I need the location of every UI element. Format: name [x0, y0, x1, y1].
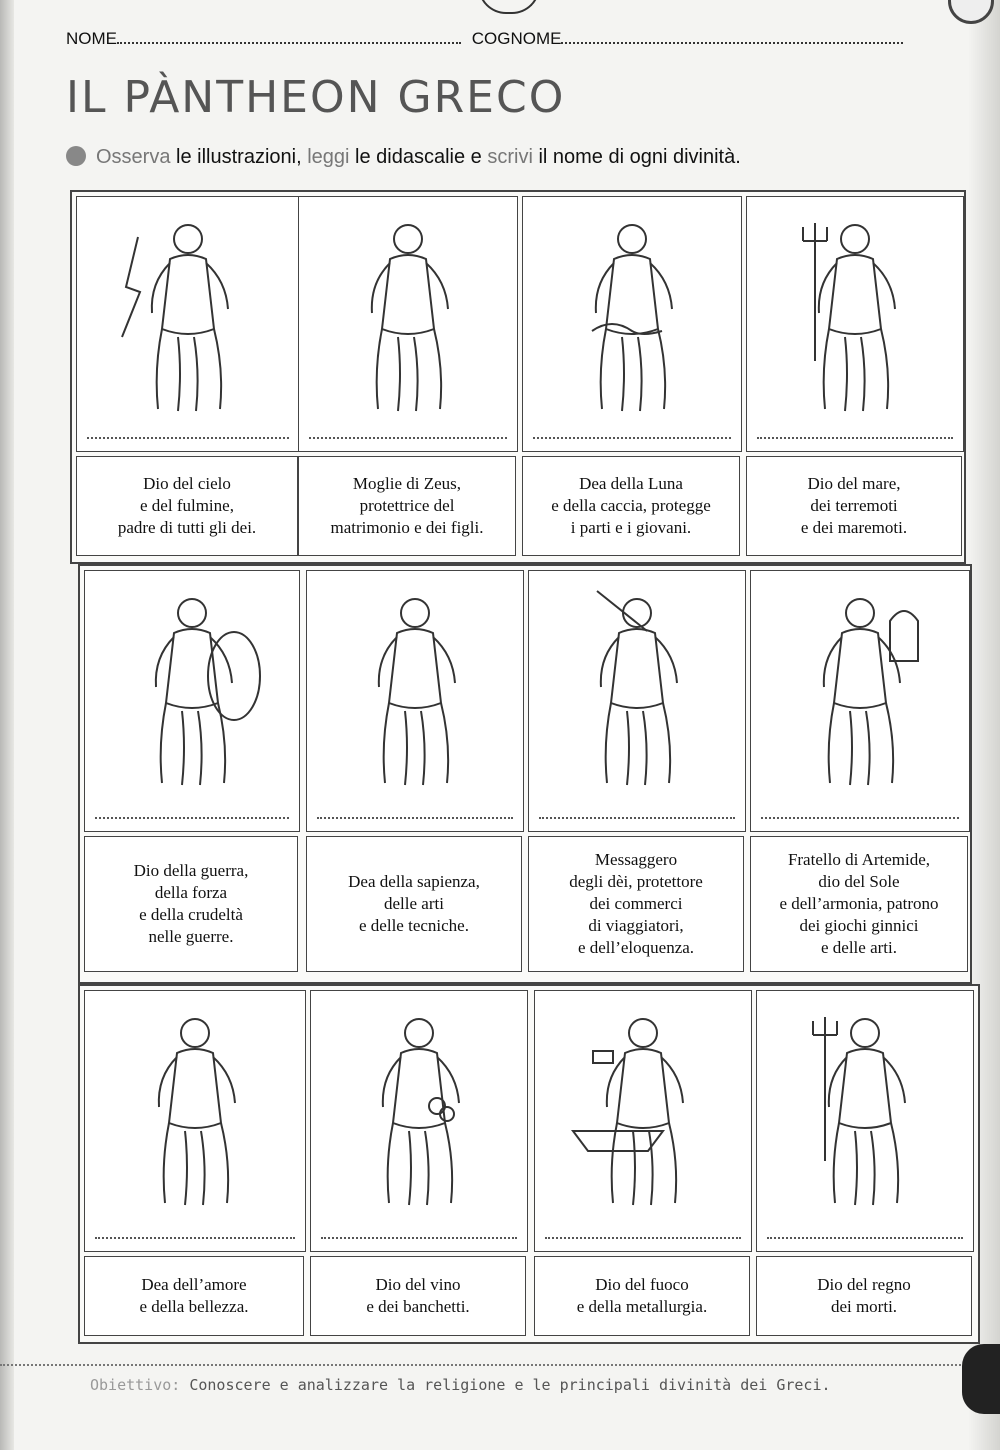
deity-illustration-card: [750, 570, 970, 832]
page-binding-shadow: [0, 0, 14, 1450]
deity-caption: Fratello di Artemide, dio del Sole e dell’armonia, patrono dei giochi ginnici e delle arti.: [750, 836, 968, 972]
nome-field[interactable]: [117, 28, 461, 44]
instruction: Osserva le illustrazioni, leggi le didascalie e scrivi il nome di ogni divinità.: [66, 146, 741, 169]
deity-caption: Messaggero degli dèi, protettore dei commerci di viaggiatori, e dell’eloquenza.: [528, 836, 744, 972]
deity-caption: Dea della Luna e della caccia, protegge i parti e i giovani.: [522, 456, 740, 556]
deity-name-answer-line[interactable]: [761, 817, 959, 819]
deity-name-answer-line[interactable]: [321, 1237, 517, 1239]
publisher-logo-icon: [478, 0, 540, 14]
deity-caption: Dio del regno dei morti.: [756, 1256, 972, 1336]
deity-name-answer-line[interactable]: [95, 1237, 295, 1239]
footer-divider: [0, 1364, 985, 1366]
deity-caption: Dio del cielo e del fulmine, padre di tutti gli dei.: [76, 456, 298, 556]
footer-objective: Obiettivo: Conoscere e analizzare la religione e le principali divinità dei Greci.: [90, 1376, 831, 1394]
deity-caption: Dio della guerra, della forza e della crudeltà nelle guerre.: [84, 836, 298, 972]
deity-illustration-card: [522, 196, 742, 452]
cognome-label: COGNOME: [471, 29, 562, 48]
deity-caption: Moglie di Zeus, protettrice del matrimonio e dei figli.: [298, 456, 516, 556]
deity-caption: Dio del mare, dei terremoti e dei maremoti.: [746, 456, 962, 556]
deity-illustration-card: [84, 990, 306, 1252]
deity-illustration-card: [76, 196, 300, 452]
deity-illustration-card: [84, 570, 300, 832]
deity-caption: Dio del fuoco e della metallurgia.: [534, 1256, 750, 1336]
deity-illustration-card: [534, 990, 752, 1252]
page-title: IL PÀNTHEON GRECO: [66, 72, 566, 123]
deity-illustration-card: [306, 570, 524, 832]
deity-caption: Dea dell’amore e della bellezza.: [84, 1256, 304, 1336]
deity-name-answer-line[interactable]: [533, 437, 731, 439]
deity-name-answer-line[interactable]: [545, 1237, 741, 1239]
deity-name-answer-line[interactable]: [539, 817, 735, 819]
deity-illustration-card: [310, 990, 528, 1252]
deity-caption: Dea della sapienza, delle arti e delle tecniche.: [306, 836, 522, 972]
deity-name-answer-line[interactable]: [87, 437, 289, 439]
deity-name-answer-line[interactable]: [757, 437, 953, 439]
deity-illustration-card: [528, 570, 746, 832]
cognome-field[interactable]: [561, 28, 903, 44]
deity-name-answer-line[interactable]: [767, 1237, 963, 1239]
name-header: [66, 28, 956, 54]
deity-caption: Dio del vino e dei banchetti.: [310, 1256, 526, 1336]
deity-name-answer-line[interactable]: [317, 817, 513, 819]
bullet-icon: [66, 146, 86, 166]
deity-illustration-card: [756, 990, 974, 1252]
deity-illustration-card: [298, 196, 518, 452]
nome-label: NOME: [66, 29, 117, 48]
deity-name-answer-line[interactable]: [95, 817, 289, 819]
deity-name-answer-line[interactable]: [309, 437, 507, 439]
page-number-badge: [962, 1344, 1000, 1414]
deity-illustration-card: [746, 196, 964, 452]
